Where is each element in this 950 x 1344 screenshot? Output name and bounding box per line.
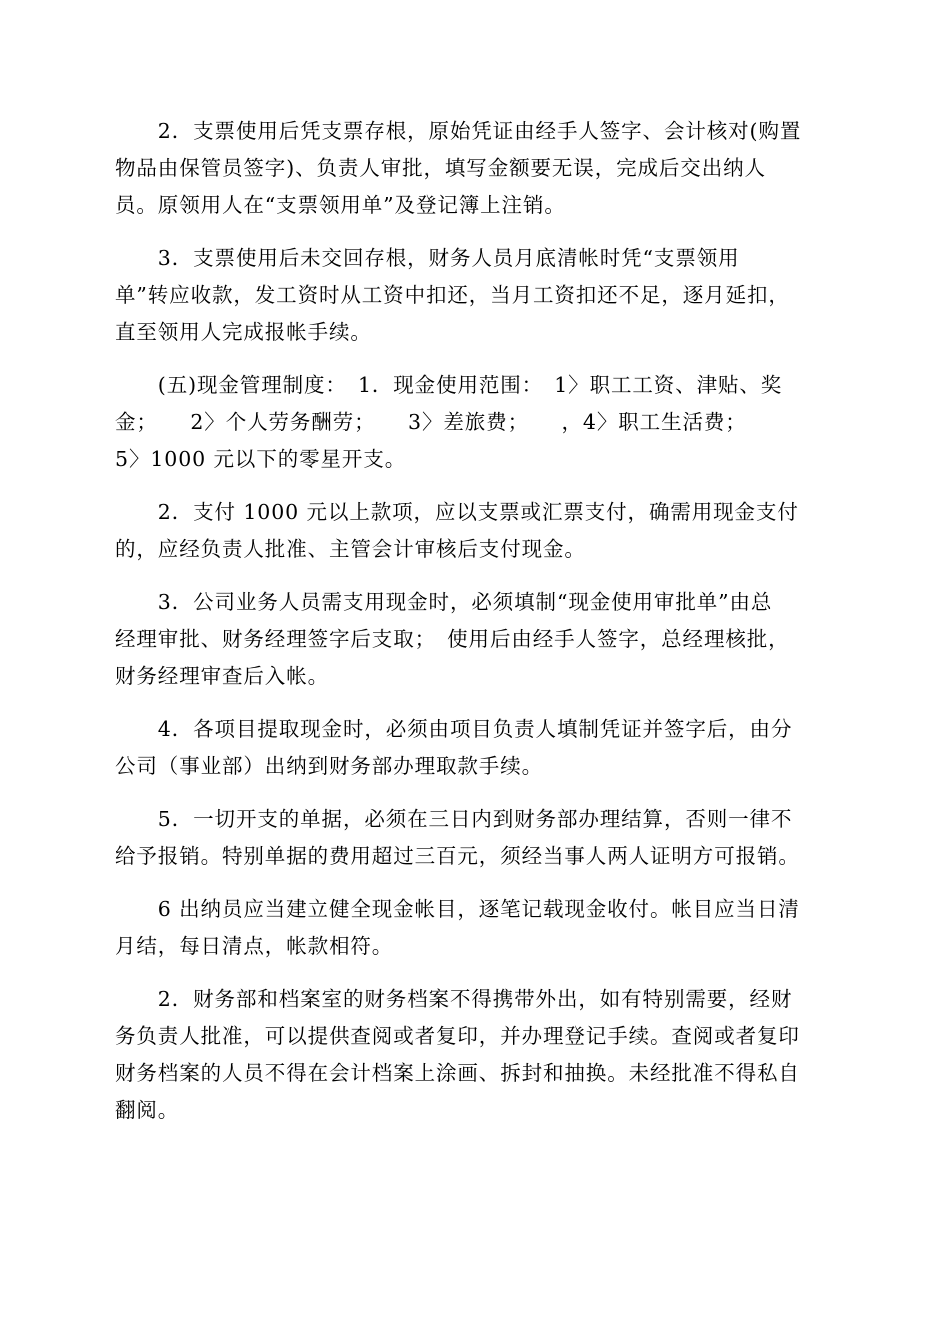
paragraph-receipt-settlement bbox=[115, 801, 835, 875]
text-line: 月结，每日清点，帐款相符。 bbox=[115, 934, 394, 958]
text-line: 物品由保管员签字)、负责人审批，填写金额要无误，完成后交出纳人 bbox=[115, 156, 766, 180]
text-line: 5．一切开支的单据，必须在三日内到财务部办理结算，否则一律不 bbox=[115, 807, 793, 831]
text-line: 6 出纳员应当建立健全现金帐目，逐笔记载现金收付。帐目应当日清 bbox=[115, 897, 800, 921]
paragraph-cashier-accounts bbox=[115, 891, 835, 965]
text-line: 3．公司业务人员需支用现金时，必须填制“现金使用审批单”由总 bbox=[115, 590, 773, 614]
text-line: (五)现金管理制度： 1．现金使用范围： 1〉职工工资、津贴、奖 bbox=[115, 373, 783, 397]
text-line: 2．财务部和档案室的财务档案不得携带外出，如有特别需要，经财 bbox=[115, 987, 793, 1011]
text-line: 翻阅。 bbox=[115, 1098, 180, 1122]
text-line: 员。原领用人在“支票领用单”及登记簿上注销。 bbox=[115, 193, 566, 217]
text-line: 5〉1000 元以下的零星开支。 bbox=[115, 447, 407, 471]
text-line: 单”转应收款，发工资时从工资中扣还，当月工资扣还不足，逐月延扣， bbox=[115, 283, 790, 307]
paragraph-cash-management-scope bbox=[115, 367, 835, 478]
text-line: 财务档案的人员不得在会计档案上涂画、拆封和抽换。未经批准不得私自 bbox=[115, 1061, 800, 1085]
text-line: 给予报销。特别单据的费用超过三百元，须经当事人两人证明方可报销。 bbox=[115, 844, 800, 868]
text-line: 财务经理审查后入帐。 bbox=[115, 664, 329, 688]
paragraph-cheque-stub-unreturned bbox=[115, 240, 835, 351]
paragraph-cash-approval bbox=[115, 584, 835, 695]
text-line: 务负责人批准，可以提供查阅或者复印，并办理登记手续。查阅或者复印 bbox=[115, 1024, 800, 1048]
text-line: 公司（事业部）出纳到财务部办理取款手续。 bbox=[115, 754, 543, 778]
text-line: 直至领用人完成报帐手续。 bbox=[115, 320, 372, 344]
text-line: 金； 2〉个人劳务酬劳； 3〉差旅费； ，4〉职工生活费； bbox=[115, 410, 747, 434]
text-line: 2．支票使用后凭支票存根，原始凭证由经手人签字、会计核对(购置 bbox=[115, 119, 802, 143]
paragraph-payment-over-1000 bbox=[115, 494, 835, 568]
paragraph-cheque-stub-usage bbox=[115, 113, 835, 224]
paragraph-archive-access bbox=[115, 981, 835, 1129]
text-line: 2．支付 1000 元以上款项，应以支票或汇票支付，确需用现金支付 bbox=[115, 500, 799, 524]
document-body bbox=[115, 113, 835, 1145]
paragraph-project-cash-withdrawal bbox=[115, 711, 835, 785]
text-line: 的，应经负责人批准、主管会计审核后支付现金。 bbox=[115, 537, 586, 561]
text-line: 4．各项目提取现金时，必须由项目负责人填制凭证并签字后，由分 bbox=[115, 717, 793, 741]
text-line: 经理审批、财务经理签字后支取； 使用后由经手人签字，总经理核批， bbox=[115, 627, 790, 651]
text-line: 3．支票使用后未交回存根，财务人员月底清帐时凭“支票领用 bbox=[115, 246, 740, 270]
